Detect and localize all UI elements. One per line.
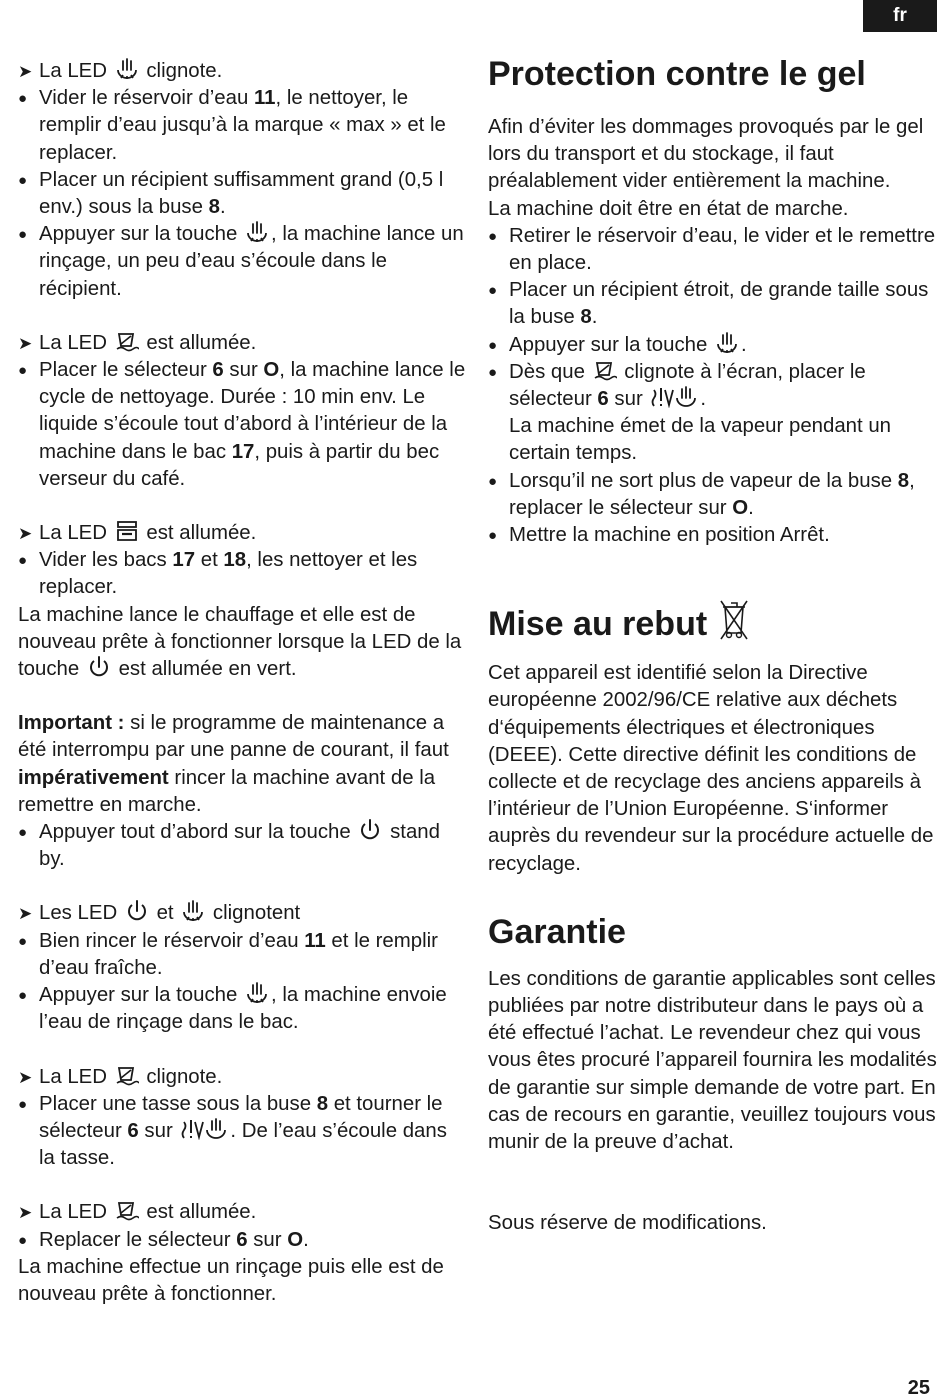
list-item: ● Appuyer sur la touche . (488, 332, 940, 359)
descale-block (18, 330, 466, 493)
list-item: ● Placer le sélecteur 6 sur O, la machine lance le cycle de nettoyage. Durée : 10 min env. Le liquide s’écoule tout d’abord à l’intérieur de la machine dans le bac 17, puis à partir du bec verseur du café. (18, 357, 466, 493)
section-title-frost: Protection contre le gel (488, 55, 866, 93)
disclaimer-note: Sous réserve de modifications. (488, 1212, 767, 1235)
list-item: ● Vider le réservoir d’eau 11, le nettoyer, le remplir d’eau jusqu’à la marque « max » et le replacer. (18, 85, 466, 167)
rinse-block (18, 58, 466, 303)
paragraph: La machine lance le chauffage et elle est de nouveau prête à fonctionner lorsque la LED de la touche est allumée en vert. (18, 603, 462, 681)
power-icon (358, 819, 382, 841)
list-item: ● Placer un récipient étroit, de grande taille sous la buse 8. (488, 277, 940, 331)
paragraph: Afin d’éviter les dommages provoqués par le gel lors du transport et du stockage, il faut préalablement vider entièrement la machine. (488, 116, 924, 193)
language-badge: fr (863, 0, 937, 32)
list-item: ● Retirer le réservoir d’eau, le vider et le remettre en place. (488, 223, 940, 277)
steam-selector-icon (650, 386, 698, 408)
power-icon (125, 900, 149, 922)
descale-blink-block (18, 1064, 466, 1173)
led-status-line: ➤ La LED est allumée. (18, 1199, 466, 1226)
power-icon (87, 656, 111, 678)
list-item: ● Placer une tasse sous la buse 8 et tourner le sélecteur 6 sur . De l’eau s’écoule dans la tasse. (18, 1091, 466, 1173)
paragraph: La machine effectue un rinçage puis elle est de nouveau prête à fonctionner. (18, 1255, 444, 1305)
drip-tray-icon (115, 520, 139, 542)
list-item: ● Appuyer tout d’abord sur la touche stand by. (18, 819, 466, 873)
descale-icon (115, 1064, 139, 1086)
list-item: ● Appuyer sur la touche , la machine envoie l’eau de rinçage dans le bac. (18, 982, 466, 1036)
rinse-icon (115, 58, 139, 80)
section-title-warranty: Garantie (488, 912, 626, 951)
descale-icon (593, 359, 617, 381)
rinse-icon (715, 332, 739, 354)
rinse-icon (245, 221, 269, 243)
led-status-line: ➤ La LED clignote. (18, 58, 466, 85)
important-block (18, 710, 466, 873)
tray-block (18, 520, 466, 683)
paragraph: La machine doit être en état de marche. (488, 197, 849, 220)
led-status-line: ➤ La LED est allumée. (18, 330, 466, 357)
descale-icon (115, 330, 139, 352)
right-column (488, 54, 940, 1238)
leds-blink-block (18, 900, 466, 1036)
final-block (18, 1199, 466, 1308)
list-item: ● Appuyer sur la touche , la machine lance un rinçage, un peu d’eau s’écoule dans le récipient. (18, 221, 466, 303)
list-item: ● Placer un récipient suffisamment grand (0,5 l env.) sous la buse 8. (18, 167, 466, 221)
list-item: ● Vider les bacs 17 et 18, les nettoyer et les replacer. (18, 547, 466, 601)
list-item: ● Replacer le sélecteur 6 sur O. (18, 1227, 466, 1254)
list-item: ● Mettre la machine en position Arrêt. (488, 522, 940, 549)
led-status-line: ➤ Les LED et clignotent (18, 900, 466, 927)
list-item: ● Dès que clignote à l’écran, placer le sélecteur 6 sur . La machine émet de la vapeur pendant un certain temps. (488, 359, 940, 468)
rinse-icon (245, 982, 269, 1004)
rinse-icon (181, 900, 205, 922)
section-title-disposal: Mise au rebut (488, 597, 940, 644)
steam-selector-icon (180, 1118, 228, 1140)
list-item: ● Bien rincer le réservoir d’eau 11 et le remplir d’eau fraîche. (18, 928, 466, 982)
led-status-line: ➤ La LED est allumée. (18, 520, 466, 547)
paragraph: Les conditions de garantie applicables sont celles publiées par notre distributeur dans le pays où a été effectué l’achat. Le revendeur chez qui vous vous êtes procuré l’appareil fournira les modalités de garantie sur simple demande de votre part. En cas de recours en garantie, veuillez toujours vous munir de la preuve d’achat. (488, 967, 937, 1154)
page-number: 25 (907, 1377, 930, 1399)
left-column (18, 58, 466, 1308)
crossed-bin-icon (719, 597, 749, 641)
paragraph: Cet appareil est identifié selon la Directive européenne 2002/96/CE relative aux déchets d‘équipements électriques et électroniques (DEEE). Cette directive définit les conditions de collecte et de recyclage des anciens appareils à l’intérieur de l’Union Européenne. S‘informer auprès du revendeur sur la procédure actuelle de recyclage. (488, 662, 934, 875)
descale-icon (115, 1199, 139, 1221)
led-status-line: ➤ La LED clignote. (18, 1064, 466, 1091)
important-note: Important : si le programme de maintenance a été interrompu par une panne de courant, il faut impérativement rincer la machine avant de la remettre en marche. (18, 712, 449, 816)
list-item: ● Lorsqu’il ne sort plus de vapeur de la buse 8, replacer le sélecteur sur O. (488, 468, 940, 522)
